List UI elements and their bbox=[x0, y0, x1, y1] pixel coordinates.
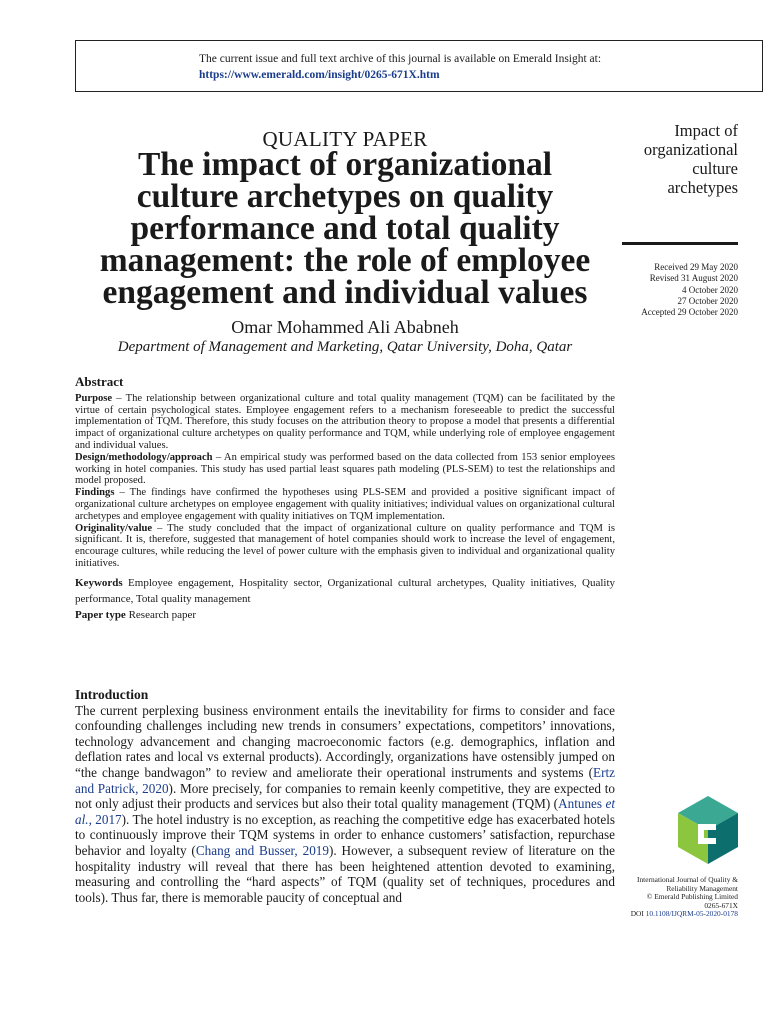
purpose-text: – The relationship between organizational culture and total quality management (TQM) can be facilitated by the virtue of certain psychological states. Employee engagement refers to a mechanism foreseeable to predict the successful implementation of TQM. Therefore, this study focuses on the attribution theory to propose a model that presents a differential impact of organizational culture archetypes on quality performance and TQM, while underlying role of employee engagement and individual values. bbox=[75, 392, 615, 451]
title-line: The impact of organizational bbox=[137, 146, 553, 183]
paper-type-label: Paper type bbox=[75, 608, 126, 621]
introduction-paragraph bbox=[75, 703, 615, 906]
received-date: Received 29 May 2020 bbox=[654, 262, 738, 272]
citation-etal: et al. bbox=[75, 796, 615, 827]
journal-name-line: International Journal of Quality & bbox=[637, 875, 738, 884]
originality-text: – The study concluded that the impact of organizational culture on quality performance and TQM is significant. It is, therefore, suggested that management of hotel companies should work to increase the level of engagement, encourage cultures, while reducing the level of power culture with the emphasis given to individual and organizational quality initiatives. bbox=[75, 522, 615, 569]
running-head-line: organizational bbox=[643, 140, 738, 159]
doi-label: DOI bbox=[630, 909, 646, 919]
revised-date: Revised 31 August 2020 bbox=[649, 273, 738, 284]
paper-type-text: Research paper bbox=[125, 608, 197, 621]
title-line: management: the role of employee bbox=[99, 242, 591, 279]
running-head-line: Impact of bbox=[674, 121, 738, 140]
design-text: – An empirical study was performed based on the data collected from 153 senior employees working in hotel companies. This study has used partial least squares path modeling (PLS-SEM) to test the relationships and model proposed. bbox=[75, 451, 615, 487]
design-label: Design/methodology/approach bbox=[75, 451, 213, 463]
history-dates bbox=[600, 262, 738, 318]
intro-text: The current perplexing business environment entails the inevitability for firms to consider and face confounding challenges including new trends in consumers’ expectations, competitors’ innovations, technology advancement and changing macroeconomic factors (e.g. demographics, inflation and deflation rates and local vs external products). Accordingly, organizations have ostensibly jumped on “the change bandwagon” to review and ameliorate their operational instruments and systems ( bbox=[75, 702, 615, 780]
access-banner bbox=[75, 40, 763, 92]
journal-info bbox=[618, 876, 738, 919]
side-divider bbox=[622, 242, 738, 245]
citation-link[interactable]: Ertz and Patrick, 2020 bbox=[75, 764, 615, 796]
abstract-heading: Abstract bbox=[75, 374, 124, 389]
findings-label: Findings bbox=[75, 487, 115, 499]
title-line: culture archetypes on quality bbox=[136, 178, 554, 215]
citation-author: Antunes bbox=[558, 796, 606, 812]
banner-text: The current issue and full text archive of this journal is available on Emerald Insight at: bbox=[199, 53, 602, 65]
running-head-line: archetypes bbox=[667, 178, 738, 197]
intro-text: ). The hotel industry is no exception, as reaching the competitive edge has exacerbated hotels to continuously improve their TQM systems in order to enhance customers’ satisfaction, repurchase behavior and loyalty ( bbox=[75, 811, 615, 858]
doi-line bbox=[618, 910, 738, 919]
paper-title bbox=[75, 146, 615, 311]
abstract-originality bbox=[75, 523, 615, 570]
findings-text: – The findings have confirmed the hypotheses using PLS-SEM and provided a positive significant impact of organizational culture archetypes on employee engagement with quality initiatives; individual values on organizational cultural archetypes and employee engagement with quality initiatives on TQM implementation. bbox=[75, 487, 615, 522]
revised-date: 27 October 2020 bbox=[677, 295, 738, 306]
introduction-heading: Introduction bbox=[75, 687, 149, 702]
doi-link[interactable]: 10.1108/IJQRM-05-2020-0178 bbox=[645, 909, 738, 919]
revised-date: 4 October 2020 bbox=[682, 284, 738, 295]
citation-link[interactable]: Chang and Busser, 2019 bbox=[195, 842, 329, 858]
abstract-purpose bbox=[75, 393, 615, 452]
keywords-text: Employee engagement, Hospitality sector, Organizational cultural archetypes, Quality initiatives, Quality performance, Total quality management bbox=[75, 576, 615, 605]
abstract-findings bbox=[75, 487, 615, 522]
abstract-section bbox=[75, 376, 615, 623]
copyright-line: © Emerald Publishing Limited bbox=[646, 892, 738, 902]
author-name: Omar Mohammed Ali Ababneh bbox=[231, 317, 459, 337]
citation-year: , 2017 bbox=[88, 811, 122, 827]
issn-line: 0265-671X bbox=[704, 900, 738, 910]
running-head bbox=[622, 121, 738, 197]
intro-text: ). More precisely, for companies to remain keenly competitive, they are expected to not only adjust their products and services but also their total quality management (TQM) ( bbox=[75, 780, 615, 812]
accepted-date: Accepted 29 October 2020 bbox=[641, 307, 738, 318]
introduction-section bbox=[75, 687, 615, 905]
keywords bbox=[75, 575, 615, 607]
originality-label: Originality/value bbox=[75, 522, 153, 534]
keywords-label: Keywords bbox=[75, 576, 123, 589]
journal-archive-link[interactable]: https://www.emerald.com/insight/0265-671X.htm bbox=[199, 69, 440, 81]
publisher-logo-icon bbox=[676, 794, 740, 866]
abstract-design bbox=[75, 452, 615, 487]
intro-text: ). However, a subsequent review of literature on the hospitality industry will reveal that there has been heightened attention devoted to examining, measuring and controlling the “hard aspects” of TQM (quality set of techniques, procedures and tools). Thus far, there is memorable paucity of conceptual and bbox=[75, 842, 615, 905]
purpose-label: Purpose bbox=[75, 392, 113, 404]
title-line: engagement and individual values bbox=[102, 274, 588, 311]
title-line: performance and total quality bbox=[130, 210, 560, 247]
journal-name-line: Reliability Management bbox=[666, 883, 738, 893]
paper-type bbox=[75, 607, 615, 623]
section-label: QUALITY PAPER bbox=[262, 127, 428, 151]
running-head-line: culture bbox=[692, 159, 738, 178]
author-affiliation: Department of Management and Marketing, Qatar University, Doha, Qatar bbox=[117, 339, 573, 355]
